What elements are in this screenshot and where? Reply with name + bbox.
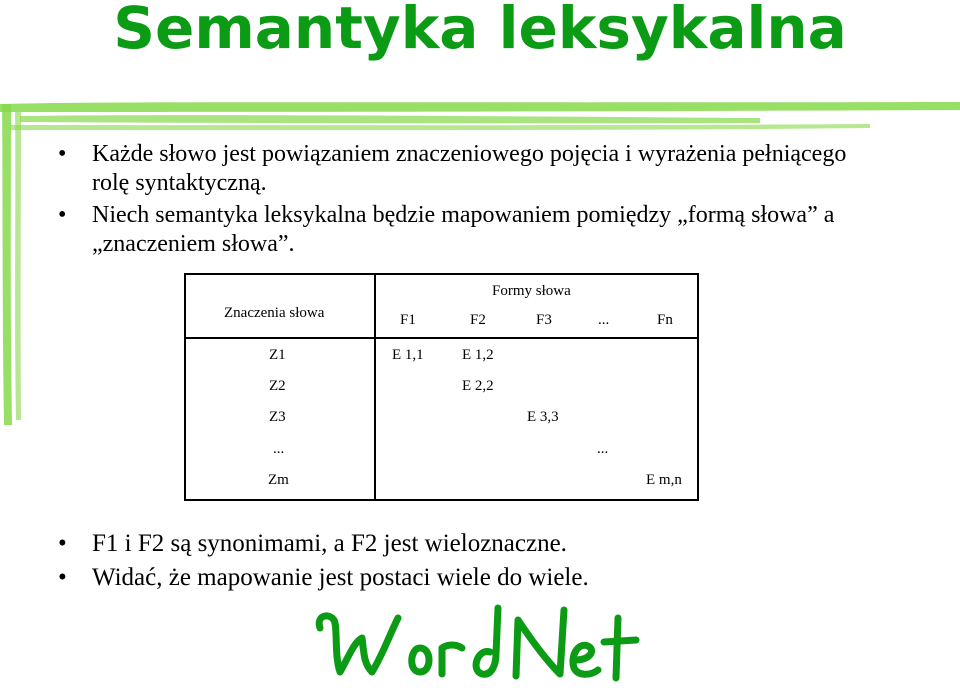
page-title: Semantyka leksykalna	[113, 0, 847, 62]
bullet-item	[58, 201, 878, 259]
row-header-label: Znaczenia słowa	[224, 305, 325, 321]
table-cell: E 2,2	[462, 378, 494, 394]
bullet-marker: •	[58, 564, 67, 591]
table-divider-vertical	[374, 275, 376, 499]
column-header: F1	[400, 312, 416, 328]
bullet-text: Widać, że mapowanie jest postaci wiele do wiele.	[92, 564, 589, 591]
top-bullet-list	[58, 140, 878, 262]
bottom-bullet-list	[58, 527, 878, 595]
column-header: F2	[470, 312, 486, 328]
bullet-item	[58, 140, 878, 198]
table-cell: E 1,2	[462, 347, 494, 363]
row-label: ...	[273, 441, 285, 457]
wordnet-logo	[314, 598, 644, 686]
column-header: F3	[536, 312, 552, 328]
table-cell: E 1,1	[392, 347, 424, 363]
bullet-item	[58, 527, 878, 561]
column-header: ...	[598, 312, 610, 328]
mapping-table	[184, 273, 699, 501]
row-label: Z2	[269, 378, 286, 394]
bullet-marker: •	[58, 202, 67, 228]
bullet-item	[58, 561, 878, 595]
bullet-text: F1 i F2 są synonimami, a F2 jest wieloznaczne.	[92, 530, 567, 557]
row-label: Zm	[268, 472, 289, 488]
row-label: Z1	[269, 347, 286, 363]
row-label: Z3	[269, 409, 286, 425]
table-cell: E m,n	[646, 472, 682, 488]
table-divider-horizontal	[186, 337, 697, 339]
column-header: Fn	[657, 312, 673, 328]
bullet-text: Każde słowo jest powiązaniem znaczeniowego pojęcia i wyrażenia pełniącego rolę syntaktyczną.	[92, 141, 847, 196]
bullet-marker: •	[58, 530, 67, 557]
bullet-marker: •	[58, 141, 67, 167]
table-cell: E 3,3	[527, 409, 559, 425]
column-group-label: Formy słowa	[492, 283, 571, 299]
table-cell: ...	[597, 441, 609, 457]
bullet-text: Niech semantyka leksykalna będzie mapowaniem pomiędzy „formą słowa” a „znaczeniem słowa”.	[92, 202, 835, 257]
